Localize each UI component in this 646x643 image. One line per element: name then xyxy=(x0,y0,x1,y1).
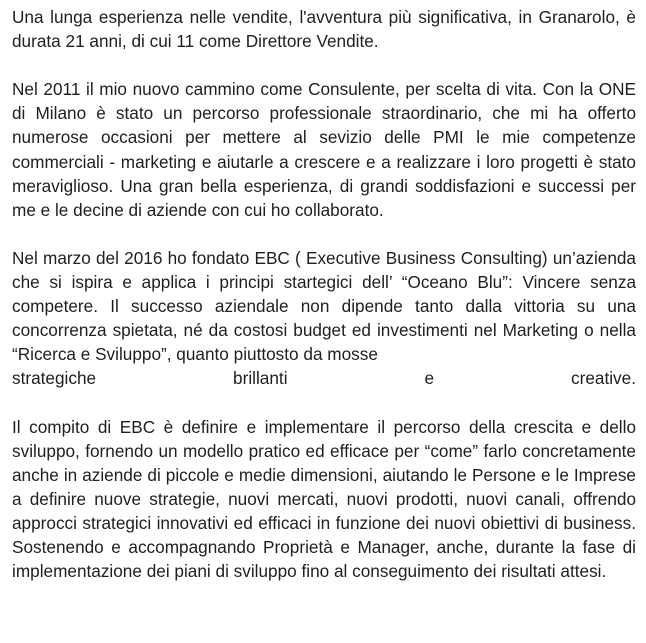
paragraph-ebc-founding-last-line: strategiche brillanti e creative. xyxy=(12,368,636,389)
paragraph-experience: Una lunga esperienza nelle vendite, l'avventura più significativa, in Granarolo, è durata 21 anni, di cui 11 come Direttore Vendite. xyxy=(12,7,636,52)
paragraph-ebc-founding xyxy=(12,246,636,391)
paragraph-ebc-founding-text: Nel marzo del 2016 ho fondato EBC ( Executive Business Consulting) un’azienda che si ispira e applica i principi startegici dell’ “Oceano Blu”: Vincere senza competere. Il successo aziendale non dipende tanto dalla vittoria su una concorrenza spietata, né da costosi budget ed investimenti nel Marketing o nella “Ricerca e Sviluppo”, quanto piuttosto da mosse xyxy=(12,247,636,365)
paragraph-ebc-mission: Il compito di EBC è definire e implementare il percorso della crescita e dello sviluppo, fornendo un modello pratico ed efficace per “come” farlo concretamente anche in aziende di piccole e medie dimensioni, aiutando le Persone e le Imprese a definire nuove strategie, nuovi mercati, nuovi prodotti, nuovi canali, offrendo approcci strategici innovativi ed efficaci in funzione dei nuovi obiettivi di business. Sostenendo e accompagnando Proprietà e Manager, anche, durante la fase di implementazione dei piani di sviluppo fino al conseguimento dei risultati attesi. xyxy=(12,416,636,582)
paragraph-consultant: Nel 2011 il mio nuovo cammino come Consulente, per scelta di vita. Con la ONE di Milano è stato un percorso professionale straordinario, che mi ha offerto numerose occasioni per mettere al sevizio delle PMI le mie competenze commerciali - marketing e aiutarle a crescere e a realizzare i loro progetti è stato meraviglioso. Una gran bella esperienza, di grandi soddisfazioni e successi per me e le decine di aziende con cui ho collaborato. xyxy=(12,79,636,220)
document-body xyxy=(12,5,636,607)
